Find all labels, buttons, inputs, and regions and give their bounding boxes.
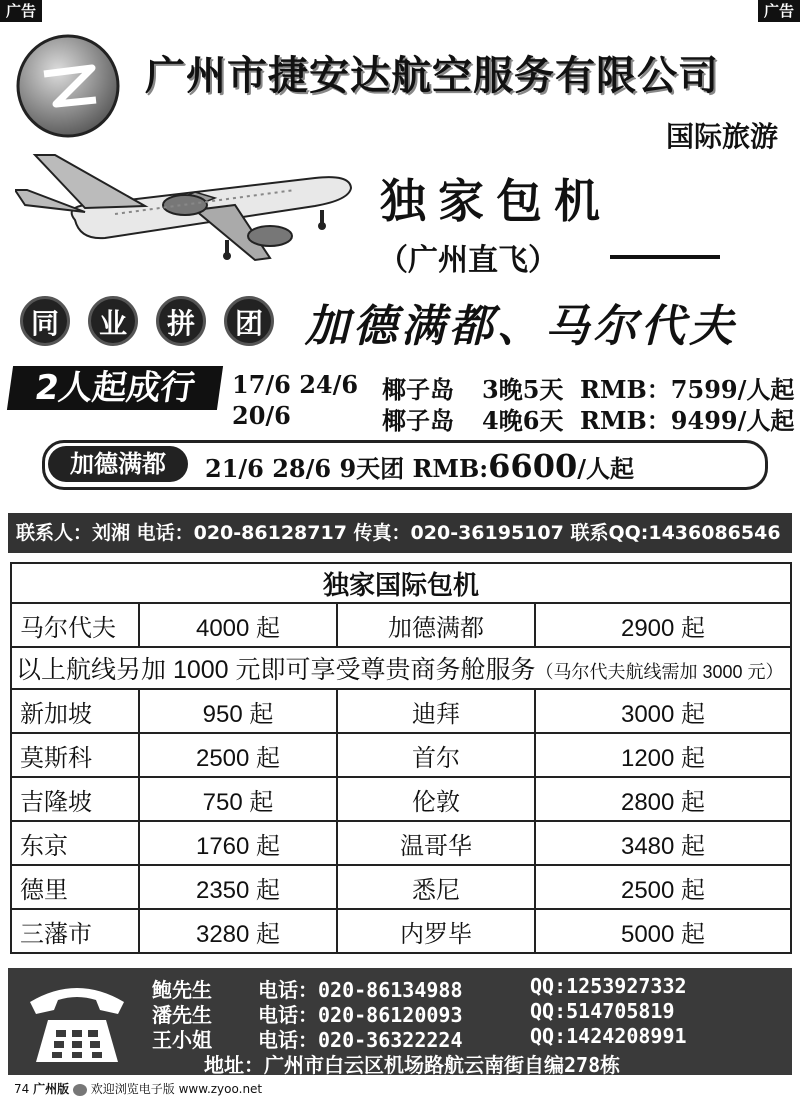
table-row [11, 821, 791, 865]
route-name: 温哥华 [337, 821, 535, 865]
route-name: 新加坡 [11, 689, 139, 733]
price-table [10, 562, 792, 954]
note-main: 以上航线另加 1000 元即可享受尊贵商务舱服务 [16, 656, 536, 684]
trip-duration: 4晚6天 [482, 406, 564, 435]
contact-phone: 电话：020-86134988 [258, 978, 463, 1002]
route-name: 加德满都 [337, 603, 535, 647]
route-price: 3480 起 [535, 821, 791, 865]
route-name: 内罗毕 [337, 909, 535, 953]
route-price: 4000 起 [139, 603, 337, 647]
note-small: （马尔代夫航线需加 3000 元） [535, 662, 784, 682]
route-price: 2350 起 [139, 865, 337, 909]
route-name: 东京 [11, 821, 139, 865]
contact-qq: QQ:1253927332 [530, 974, 687, 998]
table-row [11, 603, 791, 647]
trip-place: 椰子岛 [382, 406, 454, 435]
kathmandu-offer [205, 447, 634, 485]
trip-price: RMB：7599/人起 [580, 375, 795, 404]
business-class-note [11, 647, 791, 689]
contact-name: 潘先生 [152, 1003, 212, 1027]
route-price: 3000 起 [535, 689, 791, 733]
trip-price: RMB：9499/人起 [580, 406, 795, 435]
contact-qq: QQ:1424208991 [530, 1024, 687, 1048]
table-row [11, 865, 791, 909]
trip-place: 椰子岛 [382, 375, 454, 404]
subtitle: 国际旅游 [665, 120, 778, 153]
table-row [11, 909, 791, 953]
route-name: 吉隆坡 [11, 777, 139, 821]
route-price: 750 起 [139, 777, 337, 821]
route-price: 3280 起 [139, 909, 337, 953]
group-circle: 团 [224, 296, 274, 346]
route-price: 5000 起 [535, 909, 791, 953]
site-logo-icon [73, 1084, 87, 1096]
route-name: 三藩市 [11, 909, 139, 953]
group-destinations: 加德满都、马尔代夫 [305, 301, 737, 352]
kathmandu-label: 加德满都 [48, 446, 188, 482]
route-name: 伦敦 [337, 777, 535, 821]
trip-dates: 20/6 [232, 401, 291, 430]
route-price: 1200 起 [535, 733, 791, 777]
min-travelers-banner: 2人起成行 [7, 366, 223, 410]
contact-phone: 电话：020-36322224 [258, 1028, 463, 1052]
route-name: 首尔 [337, 733, 535, 777]
direct-flight-label: （广州直飞） [378, 243, 558, 278]
address: 地址：广州市白云区机场路航云南街自编278栋 [204, 1053, 621, 1077]
exclusive-charter-title: 独家包机 [380, 174, 612, 228]
route-name: 迪拜 [337, 689, 535, 733]
divider [610, 255, 720, 259]
group-circle: 同 [20, 296, 70, 346]
route-name: 德里 [11, 865, 139, 909]
route-name: 马尔代夫 [11, 603, 139, 647]
kathmandu-price: 6600 [488, 447, 578, 485]
page-number: 74 [14, 1082, 30, 1096]
contact-name: 王小姐 [152, 1028, 212, 1052]
contact-bar: 联系人：刘湘 电话：020-86128717 传真：020-36195107 联系QQ:1436086546 [8, 513, 792, 553]
route-price: 2500 起 [139, 733, 337, 777]
company-logo [16, 34, 120, 138]
route-price: 2500 起 [535, 865, 791, 909]
route-price: 2900 起 [535, 603, 791, 647]
table-title: 独家国际包机 [11, 563, 791, 603]
route-price: 1760 起 [139, 821, 337, 865]
telephone-icon [22, 980, 132, 1066]
route-name: 莫斯科 [11, 733, 139, 777]
table-row [11, 777, 791, 821]
contact-name: 鲍先生 [152, 978, 212, 1002]
table-row [11, 689, 791, 733]
page-footer [14, 1080, 262, 1097]
footer-contacts [8, 968, 792, 1075]
contact-phone: 电话：020-86120093 [258, 1003, 463, 1027]
group-circle: 拼 [156, 296, 206, 346]
trip-duration: 3晚5天 [482, 375, 564, 404]
route-price: 2800 起 [535, 777, 791, 821]
group-circle: 业 [88, 296, 138, 346]
airplane-image [15, 150, 355, 265]
company-name: 广州市捷安达航空服务有限公司 [145, 53, 719, 99]
route-price: 950 起 [139, 689, 337, 733]
kathmandu-unit: /人起 [577, 454, 634, 483]
edition-label: 广州版 [33, 1082, 70, 1096]
ad-tag-left: 广告 [0, 0, 42, 22]
table-row [11, 733, 791, 777]
kathmandu-details: 21/6 28/6 9天团 RMB: [205, 454, 489, 483]
trip-dates: 17/6 24/6 [232, 370, 359, 399]
route-name: 悉尼 [337, 865, 535, 909]
site-text: 欢迎浏览电子版 www.zyoo.net [90, 1082, 263, 1096]
ad-tag-right: 广告 [758, 0, 800, 22]
contact-qq: QQ:514705819 [530, 999, 675, 1023]
